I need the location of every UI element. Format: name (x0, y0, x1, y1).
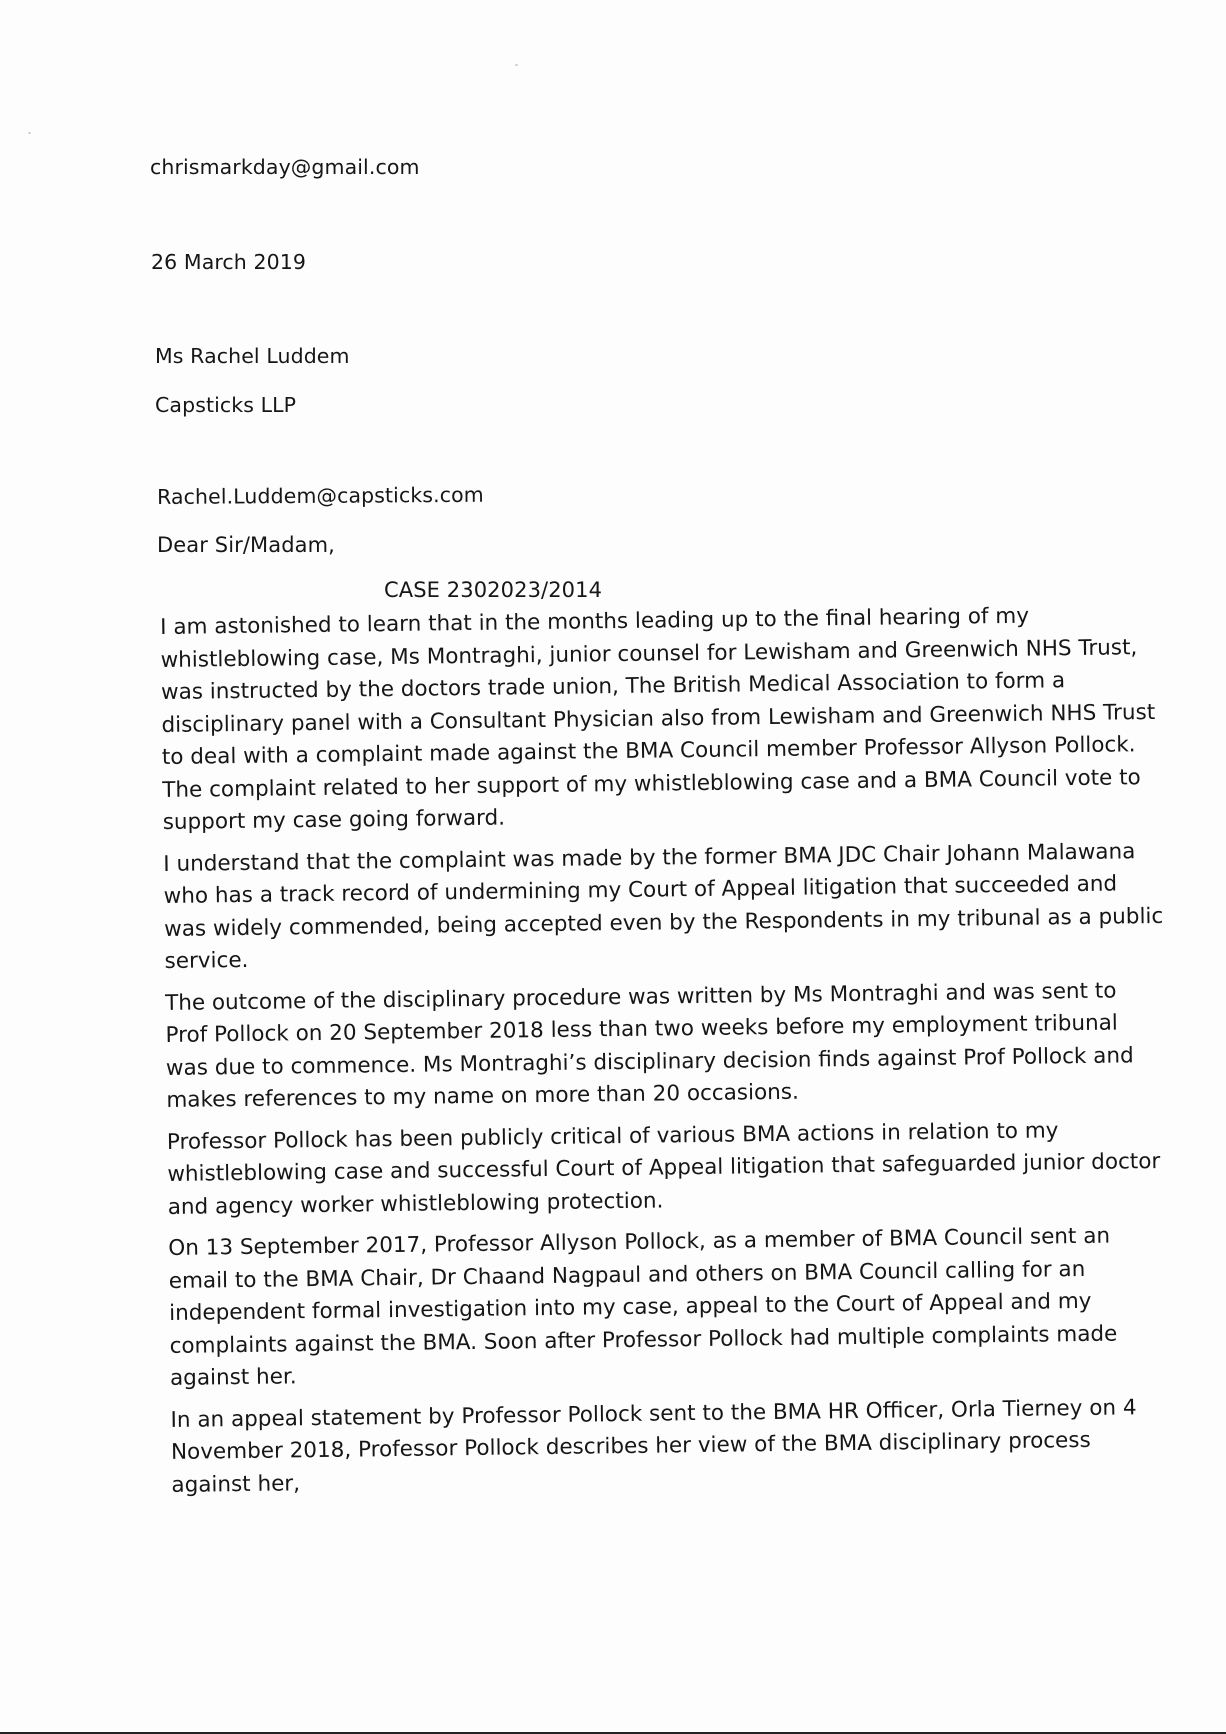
case-reference: CASE 2302023/2014 (384, 578, 603, 602)
scan-speck (28, 132, 31, 134)
letter-body (160, 599, 1164, 1510)
paragraph: Professor Pollock has been publicly critical of various BMA actions in relation to my whistleblowing case and successful Court of Appeal litigation that safeguarded junior doctor and agency worker whistleblowing protection. (166, 1117, 1161, 1220)
recipient-email: Rachel.Luddem@capsticks.com (156, 482, 484, 509)
paragraph: On 13 September 2017, Professor Allyson Pollock, as a member of BMA Council sent an email to the BMA Chair, Dr Chaand Nagpaul and others on BMA Council calling for an independent formal investigation into my case, appeal to the Court of Appeal and my complaints against the BMA. Soon after Professor Pollock had multiple complaints made against her. (168, 1223, 1118, 1391)
sender-email: chrismarkday@gmail.com (150, 155, 420, 179)
scan-speck (515, 64, 518, 66)
letter-date: 26 March 2019 (151, 250, 307, 274)
paragraph: The outcome of the disciplinary procedure was written by Ms Montraghi and was sent to Prof Pollock on 20 September 2018 less than two weeks before my employment tribunal was due to commence. Ms Montraghi’s disciplinary decision finds against Prof Pollock and makes references to my name on more than 20 occasions. (164, 978, 1134, 1113)
paragraph: In an appeal statement by Professor Pollock sent to the BMA HR Officer, Orla Tierney on 4 November 2018, Professor Pollock describes her view of the BMA disciplinary process against her, (170, 1394, 1137, 1498)
salutation: Dear Sir/Madam, (157, 533, 335, 557)
recipient-name: Ms Rachel Luddem (155, 344, 350, 368)
paragraph: I understand that the complaint was made by the former BMA JDC Chair Johann Malawana who has a track record of undermining my Court of Appeal litigation that succeeded and was widely commended, being accepted even by the Respondents in my tribunal as a public service. (163, 838, 1164, 974)
paragraph: I am astonished to learn that in the months leading up to the final hearing of my whistleblowing case, Ms Montraghi, junior counsel for Lewisham and Greenwich NHS Trust, was instructed by the doctors trade union, The British Medical Association to form a disciplinary panel with a Consultant Physician also from Lewisham and Greenwich NHS Trust to deal with a complaint made against the BMA Council member Professor Allyson Pollock. The complaint related to her support of my whistleblowing case and a BMA Council vote to support my case going forward. (160, 603, 1156, 835)
recipient-firm: Capsticks LLP (155, 393, 297, 417)
